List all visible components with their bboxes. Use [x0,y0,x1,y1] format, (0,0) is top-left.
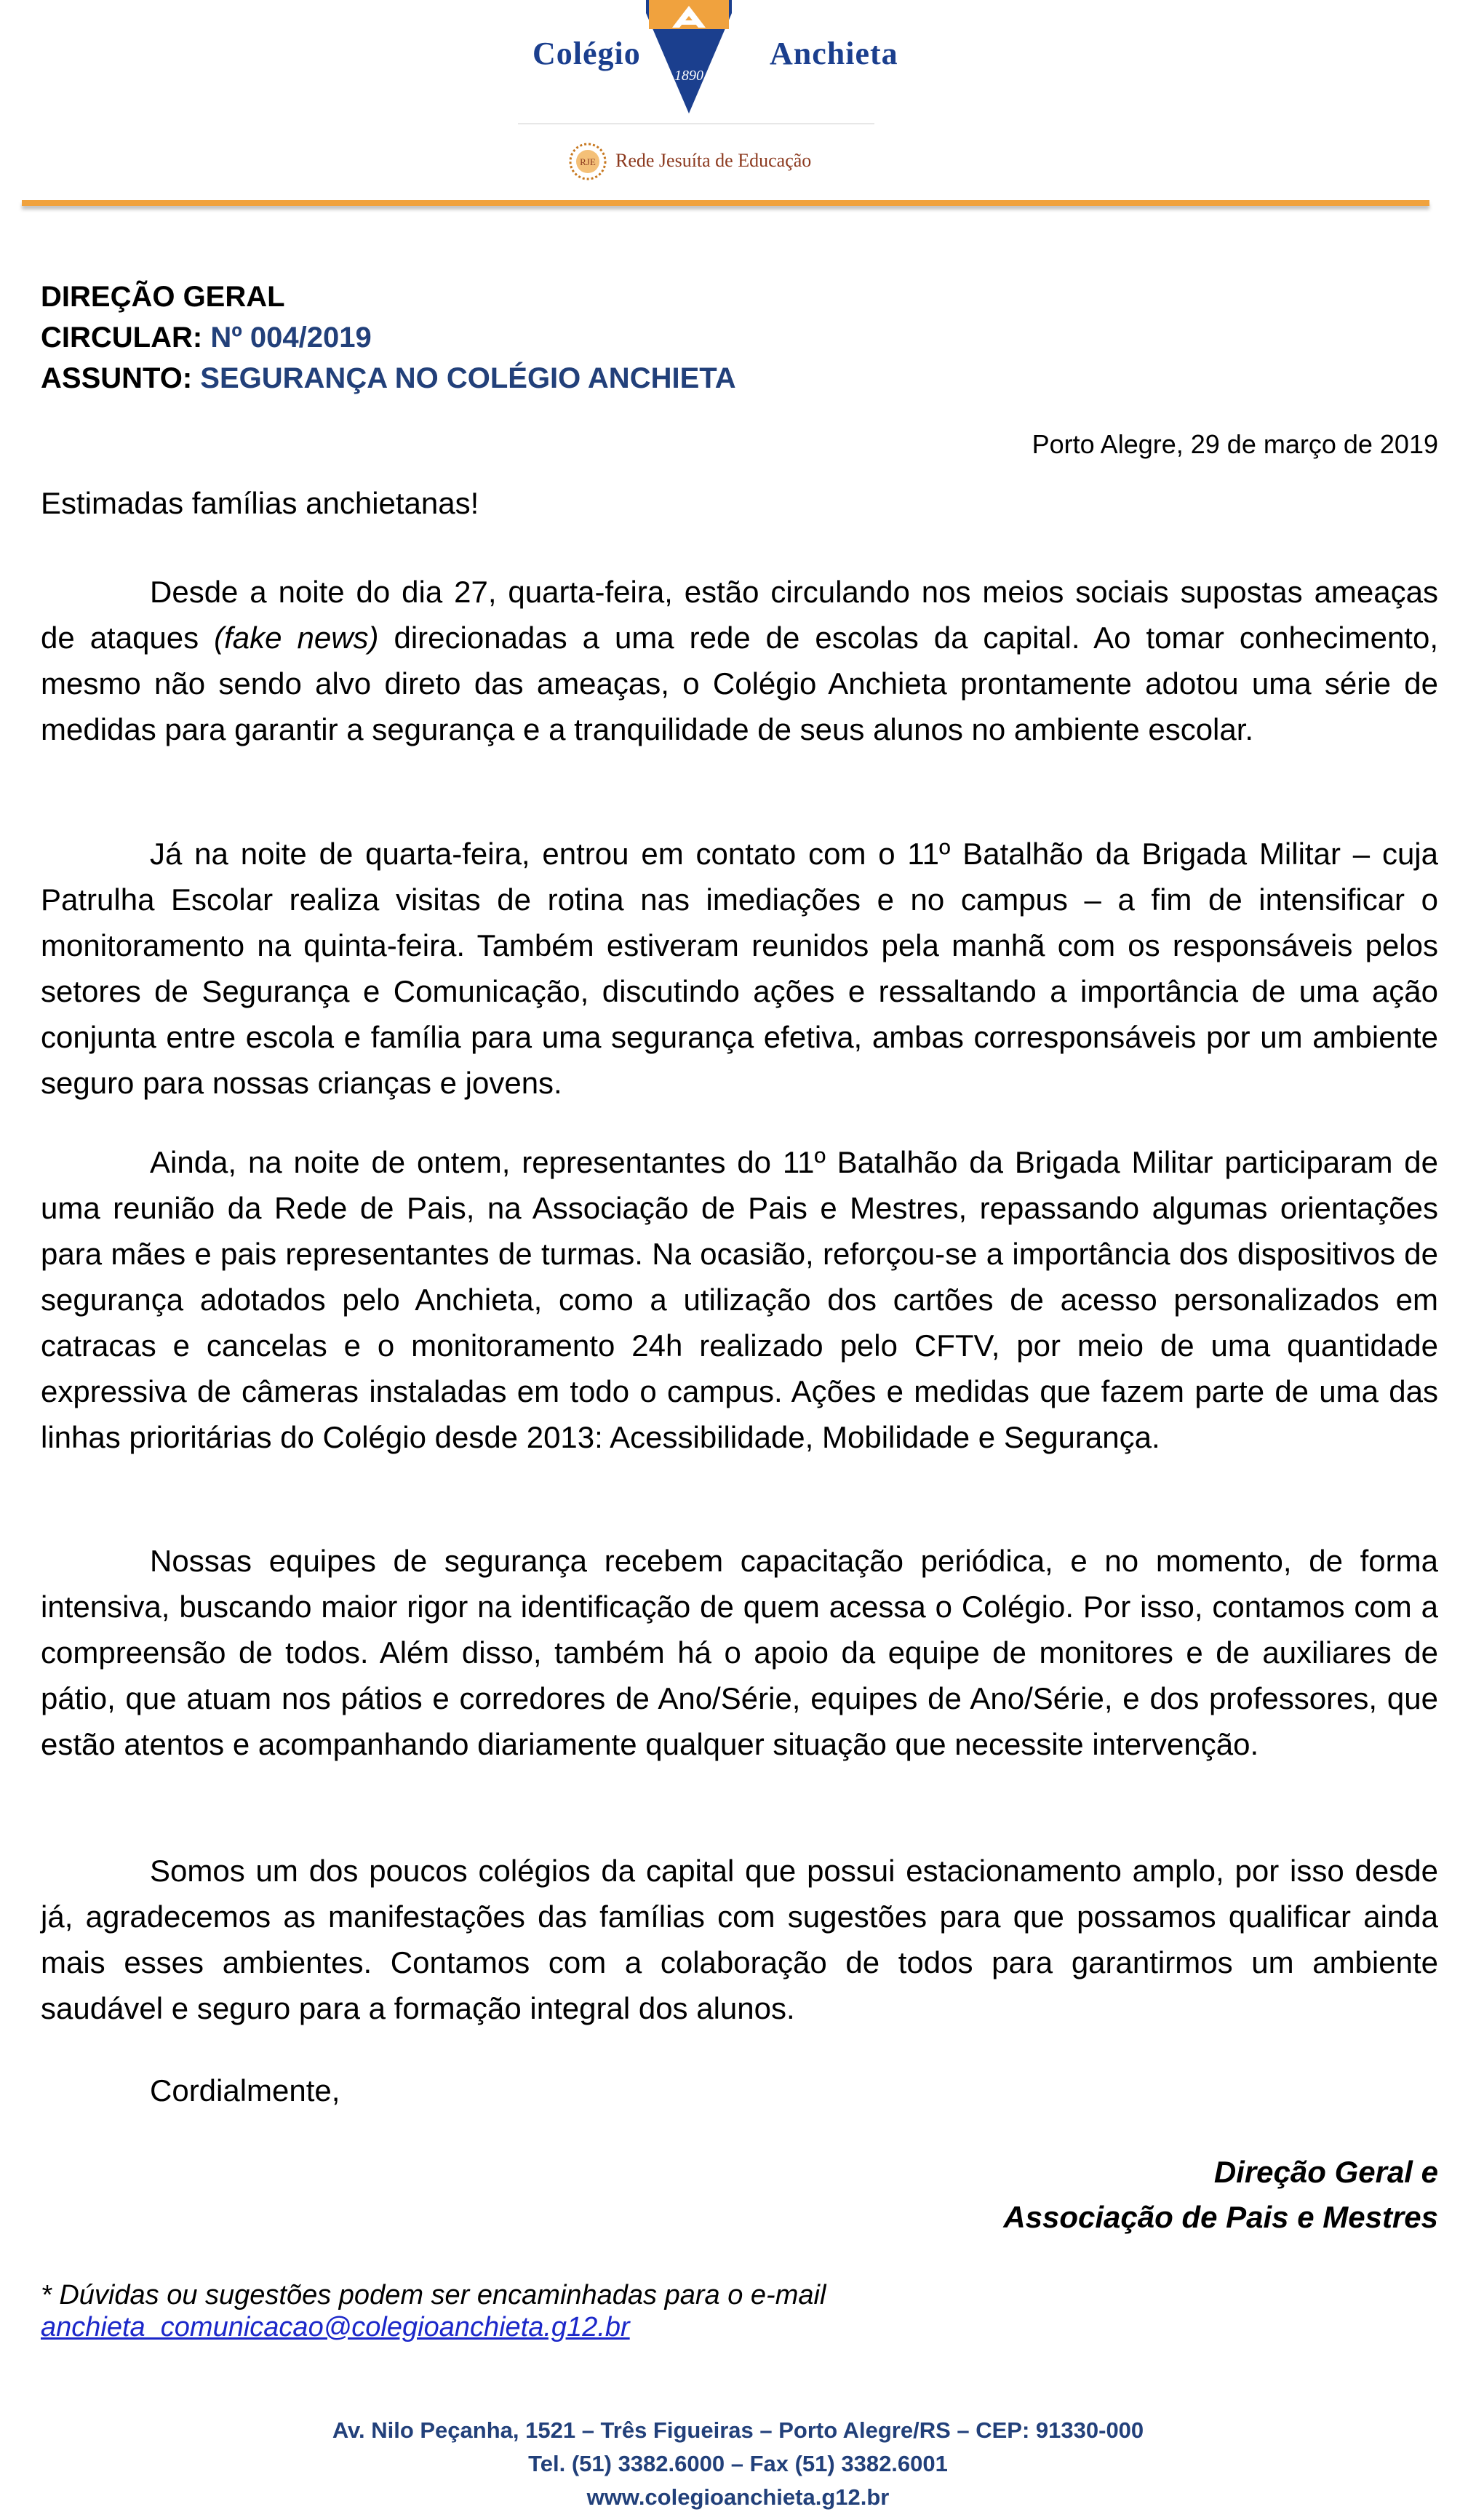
paragraph-5: Somos um dos poucos colégios da capital que possui estacionamento amplo, por isso desde já, agradecemos as manifestações das famílias com sugestões para que possamos qualificar ainda mais esses ambientes. Contamos com a colaboração de todos para garantirmos um ambiente saudável e seguro para a formação integral dos alunos. [41,1854,1438,2025]
anchieta-shield-icon [643,0,735,113]
fake-news-emphasis: (fake news) [214,621,379,655]
logo-text-anchieta: Anchieta [770,36,898,71]
rje-seal-icon [569,143,607,180]
paragraph-1-start: Desde a noite do dia 27, quarta-feira, estão circulando nos meios sociais supostas ameaças de ataques [41,575,1438,655]
paragraph-1 [41,569,1438,752]
paragraph-1-end: direcionadas a uma rede de escolas da capital. Ao tomar conhecimento, mesmo não sendo alvo direto das ameaças, o Colégio Anchieta prontamente adotou uma série de medidas para garantir a segurança e a tranquilidade de seus alunos no ambiente escolar. [41,621,1438,746]
header-rule [22,200,1429,206]
footer-phones: Tel. (51) 3382.6000 – Fax (51) 3382.6001 [528,2451,948,2476]
svg-text:1890: 1890 [674,68,703,84]
contact-email-link[interactable]: anchieta_comunicacao@colegioanchieta.g12.br [41,2312,630,2342]
heading-direction: DIREÇÃO GERAL [41,281,285,313]
subject-value: SEGURANÇA NO COLÉGIO ANCHIETA [200,362,736,394]
logo-divider [518,123,874,124]
paragraph-3: Ainda, na noite de ontem, representantes do 11º Batalhão da Brigada Militar participaram de uma reunião da Rede de Pais, na Associação de Pais e Mestres, repassando algumas orientações para mães e pais representantes de turmas. Na ocasião, reforçou-se a importância dos dispositivos de segurança adotados pelo Anchieta, como a utilização dos cartões de acesso personalizados em catracas e cancelas e o monitoramento 24h realizado pelo CFTV, por meio de uma quantidade expressiva de câmeras instaladas em todo o campus. Ações e medidas que fazem parte de uma das linhas prioritárias do Colégio desde 2013: Acessibilidade, Mobilidade e Segurança. [41,1145,1438,1454]
footer-website-link[interactable]: www.colegioanchieta.g12.br [586,2484,890,2510]
network-name: Rede Jesuíta de Educação [615,150,812,171]
logo-text-colegio: Colégio [532,36,641,71]
paragraph-4: Nossas equipes de segurança recebem capacitação periódica, e no momento, de forma intensiva, buscando maior rigor na identificação de quem acessa o Colégio. Por isso, contamos com a compreensão de todos. Além disso, também há o apoio da equipe de monitores e de auxiliares de pátio, que atuam nos pátios e corredores de Ano/Série, equipes de Ano/Série, e dos professores, que estão atentos e acompanhando diariamente qualquer situação que necessite intervenção. [41,1544,1438,1761]
circular-label: CIRCULAR: [41,322,203,354]
closing: Cordialmente, [150,2073,340,2108]
signature-line-1: Direção Geral e [1213,2155,1438,2189]
contact-note: * Dúvidas ou sugestões podem ser encaminhadas para o e-mail [41,2280,826,2310]
letter-date: Porto Alegre, 29 de março de 2019 [1032,429,1438,459]
subject-label: ASSUNTO: [41,362,193,394]
svg-text:RJE: RJE [580,156,596,167]
circular-number: Nº 004/2019 [210,322,372,354]
signature-line-2: Associação de Pais e Mestres [1003,2200,1438,2234]
letterhead [0,0,1476,116]
greeting: Estimadas famílias anchietanas! [41,486,479,520]
paragraph-2: Já na noite de quarta-feira, entrou em contato com o 11º Batalhão da Brigada Militar – cuja Patrulha Escolar realiza visitas de rotina nas imediações e no campus – a fim de intensificar o monitoramento na quinta-feira. Também estiveram reunidos pela manhã com os responsáveis pelos setores de Segurança e Comunicação, discutindo ações e ressaltando a importância de uma ação conjunta entre escola e família para uma segurança efetiva, ambas corresponsáveis por um ambiente seguro para nossas crianças e jovens. [41,837,1438,1100]
heading-circular [41,317,372,358]
heading-subject [41,358,736,399]
footer-address: Av. Nilo Peçanha, 1521 – Três Figueiras – Porto Alegre/RS – CEP: 91330-000 [332,2417,1144,2443]
